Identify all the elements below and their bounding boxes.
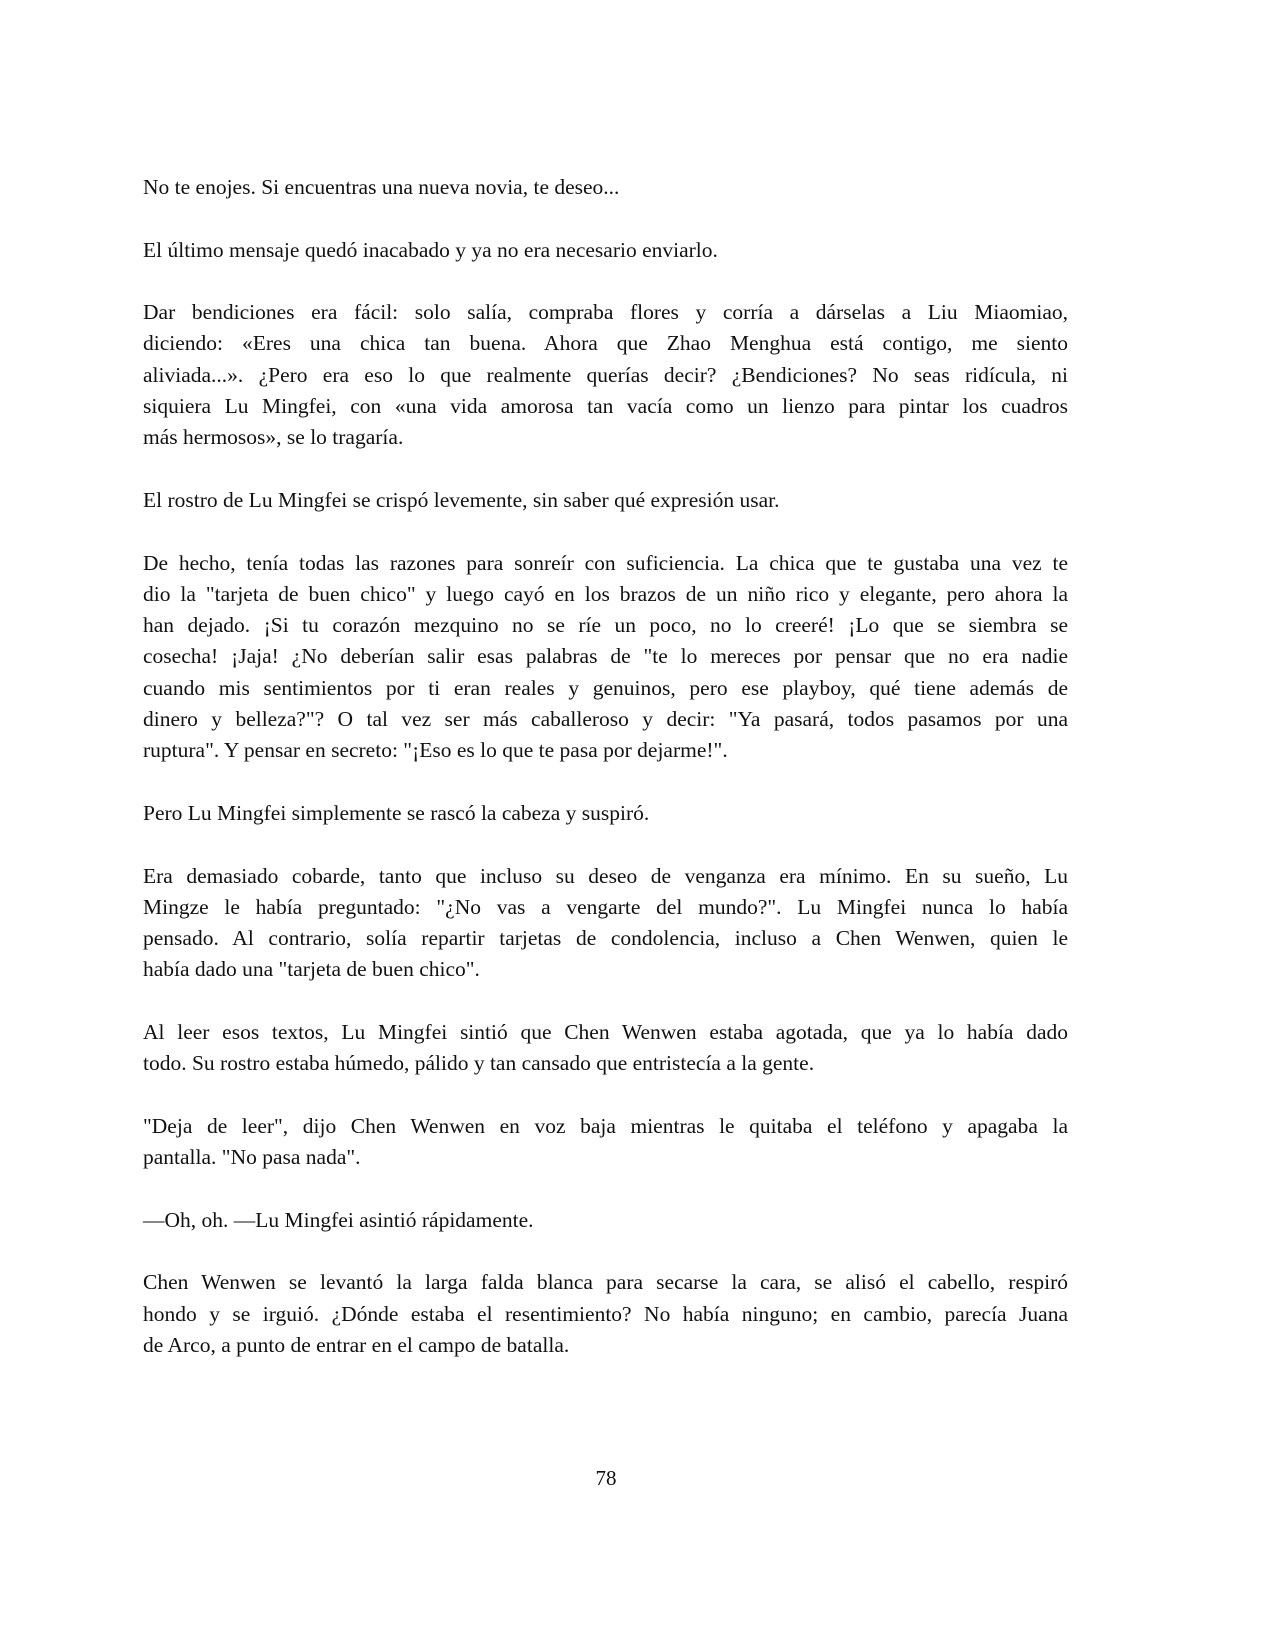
- text-line: Pero Lu Mingfei simplemente se rascó la cabeza y suspiró.: [143, 800, 650, 825]
- text-line: El último mensaje quedó inacabado y ya no era necesario enviarlo.: [143, 237, 718, 262]
- body-text: [143, 172, 1068, 1393]
- text-line: han dejado. ¡Si tu corazón mezquino no se ríe un poco, no lo creeré! ¡Lo que se siembra se: [143, 613, 1068, 638]
- text-line: Era demasiado cobarde, tanto que incluso su deseo de venganza era mínimo. En su sueño, Lu: [143, 863, 1068, 888]
- text-line: dinero y belleza?"? O tal vez ser más caballeroso y decir: "Ya pasará, todos pasamos por una: [143, 707, 1068, 732]
- text-line: cuando mis sentimientos por ti eran reales y genuinos, pero ese playboy, qué tiene además de: [143, 675, 1068, 700]
- paragraph: [143, 798, 1068, 829]
- paragraph: [143, 172, 1068, 203]
- paragraph: [143, 235, 1068, 266]
- text-line: había dado una "tarjeta de buen chico".: [143, 957, 480, 982]
- paragraph: [143, 1111, 1068, 1174]
- text-line: No te enojes. Si encuentras una nueva novia, te deseo...: [143, 175, 620, 199]
- paragraph: [143, 485, 1068, 516]
- text-line: El rostro de Lu Mingfei se crispó levemente, sin saber qué expresión usar.: [143, 487, 780, 512]
- text-line: más hermosos», se lo tragaría.: [143, 425, 404, 450]
- text-line: "Deja de leer", dijo Chen Wenwen en voz baja mientras le quitaba el teléfono y apagaba la: [143, 1113, 1068, 1138]
- text-line: ruptura". Y pensar en secreto: "¡Eso es lo que te pasa por dejarme!".: [143, 738, 728, 763]
- paragraph: [143, 1205, 1068, 1236]
- text-line: siquiera Lu Mingfei, con «una vida amorosa tan vacía como un lienzo para pintar los cuadros: [143, 394, 1068, 419]
- text-line: Chen Wenwen se levantó la larga falda blanca para secarse la cara, se alisó el cabello, respiró: [143, 1270, 1068, 1295]
- paragraph: [143, 548, 1068, 767]
- text-line: Al leer esos textos, Lu Mingfei sintió que Chen Wenwen estaba agotada, que ya lo había dado: [143, 1020, 1068, 1045]
- text-line: Dar bendiciones era fácil: solo salía, compraba flores y corría a dárselas a Liu Miaomiao,: [143, 300, 1068, 325]
- text-line: cosecha! ¡Jaja! ¿No deberían salir esas palabras de "te lo mereces por pensar que no era nadie: [143, 644, 1068, 669]
- paragraph: [143, 1017, 1068, 1080]
- paragraph: [143, 297, 1068, 453]
- text-line: —Oh, oh. —Lu Mingfei asintió rápidamente.: [143, 1207, 534, 1232]
- text-line: De hecho, tenía todas las razones para sonreír con suficiencia. La chica que te gustaba una vez te: [143, 550, 1068, 575]
- text-line: dio la "tarjeta de buen chico" y luego cayó en los brazos de un niño rico y elegante, pero ahora la: [143, 581, 1068, 606]
- page-number: 78: [595, 1466, 617, 1490]
- paragraph: [143, 861, 1068, 986]
- text-line: pantalla. "No pasa nada".: [143, 1145, 361, 1170]
- paragraph: [143, 1267, 1068, 1361]
- text-line: aliviada...». ¿Pero era eso lo que realmente querías decir? ¿Bendiciones? No seas ridícula, ni: [143, 362, 1068, 387]
- text-line: todo. Su rostro estaba húmedo, pálido y tan cansado que entristecía a la gente.: [143, 1051, 815, 1076]
- text-line: diciendo: «Eres una chica tan buena. Ahora que Zhao Menghua está contigo, me siento: [143, 331, 1068, 356]
- text-line: Mingze le había preguntado: "¿No vas a vengarte del mundo?". Lu Mingfei nunca lo había: [143, 894, 1068, 919]
- text-line: hondo y se irguió. ¿Dónde estaba el resentimiento? No había ninguno; en cambio, parecía Juana: [143, 1301, 1068, 1326]
- text-line: pensado. Al contrario, solía repartir tarjetas de condolencia, incluso a Chen Wenwen, quien le: [143, 926, 1068, 951]
- text-line: de Arco, a punto de entrar en el campo de batalla.: [143, 1332, 570, 1357]
